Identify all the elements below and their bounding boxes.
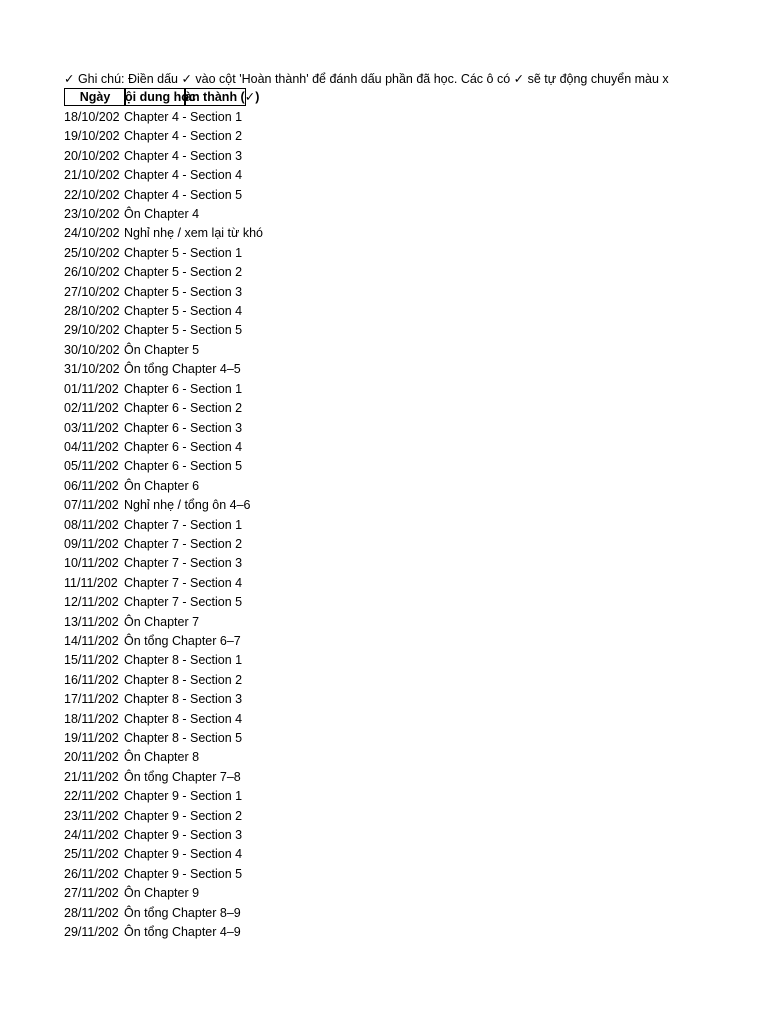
- cell-date[interactable]: 22/10/202: [64, 187, 120, 202]
- cell-date[interactable]: 12/11/202: [64, 595, 119, 610]
- table-row: [64, 108, 754, 127]
- cell-date[interactable]: 08/11/202: [64, 517, 119, 532]
- table-row: [64, 904, 754, 923]
- cell-content[interactable]: Chapter 9 - Section 1: [124, 789, 243, 804]
- cell-date[interactable]: 20/11/202: [64, 750, 119, 765]
- table-row: [64, 768, 754, 787]
- cell-content[interactable]: Chapter 7 - Section 4: [124, 575, 243, 590]
- cell-date[interactable]: 28/10/202: [64, 304, 120, 319]
- cell-date[interactable]: 25/11/202: [64, 847, 119, 862]
- cell-content[interactable]: Nghỉ nhẹ / xem lại từ khó: [124, 226, 263, 241]
- cell-date[interactable]: 22/11/202: [64, 789, 119, 804]
- cell-date[interactable]: 07/11/202: [64, 498, 119, 513]
- table-row: [64, 205, 754, 224]
- table-row: [64, 147, 754, 166]
- cell-date[interactable]: 19/10/202: [64, 129, 120, 144]
- cell-date[interactable]: 16/11/202: [64, 672, 119, 687]
- cell-date[interactable]: 14/11/202: [64, 633, 119, 648]
- cell-date[interactable]: 29/11/202: [64, 925, 119, 940]
- cell-content[interactable]: Chapter 9 - Section 4: [124, 847, 243, 862]
- cell-date[interactable]: 23/10/202: [64, 207, 120, 222]
- table-row: [64, 457, 754, 476]
- cell-content[interactable]: Chapter 6 - Section 1: [124, 381, 243, 396]
- cell-content[interactable]: Ôn tổng Chapter 7–8: [124, 769, 241, 784]
- table-header: [64, 88, 264, 107]
- table-row: [64, 807, 754, 826]
- cell-content[interactable]: Chapter 8 - Section 1: [124, 653, 243, 668]
- header-done: àn thành (✓): [185, 90, 260, 104]
- cell-date[interactable]: 29/10/202: [64, 323, 120, 338]
- cell-date[interactable]: 10/11/202: [64, 556, 119, 571]
- table-row: [64, 710, 754, 729]
- table-row: [64, 283, 754, 302]
- cell-content[interactable]: Chapter 7 - Section 2: [124, 536, 243, 551]
- cell-content[interactable]: Chapter 8 - Section 3: [124, 692, 243, 707]
- table-row: [64, 341, 754, 360]
- cell-date[interactable]: 04/11/202: [64, 439, 119, 454]
- cell-content[interactable]: Chapter 6 - Section 3: [124, 420, 243, 435]
- table-row: [64, 613, 754, 632]
- cell-content[interactable]: Chapter 5 - Section 5: [124, 323, 243, 338]
- cell-date[interactable]: 24/11/202: [64, 828, 119, 843]
- cell-content[interactable]: Nghỉ nhẹ / tổng ôn 4–6: [124, 498, 251, 513]
- table-row: [64, 166, 754, 185]
- cell-date[interactable]: 30/10/202: [64, 342, 120, 357]
- cell-content[interactable]: Chapter 6 - Section 4: [124, 439, 243, 454]
- table-row: [64, 671, 754, 690]
- table-row: [64, 496, 754, 515]
- cell-content[interactable]: Ôn Chapter 8: [124, 750, 200, 765]
- cell-date[interactable]: 11/11/202: [64, 575, 118, 590]
- cell-content[interactable]: Chapter 8 - Section 4: [124, 711, 243, 726]
- table-row: [64, 632, 754, 651]
- cell-content[interactable]: Chapter 9 - Section 5: [124, 866, 243, 881]
- cell-content[interactable]: Chapter 7 - Section 5: [124, 595, 243, 610]
- cell-content[interactable]: Ôn tổng Chapter 6–7: [124, 633, 241, 648]
- table-row: [64, 554, 754, 573]
- table-row: [64, 516, 754, 535]
- cell-date[interactable]: 17/11/202: [64, 692, 119, 707]
- cell-date[interactable]: 31/10/202: [64, 362, 120, 377]
- header-content: ội dung học: [125, 90, 196, 104]
- table-row: [64, 574, 754, 593]
- table-row: [64, 244, 754, 263]
- table-row: [64, 224, 754, 243]
- cell-content[interactable]: Ôn Chapter 4: [124, 207, 200, 222]
- cell-date[interactable]: 21/11/202: [64, 769, 119, 784]
- cell-content[interactable]: Chapter 7 - Section 3: [124, 556, 243, 571]
- table-row: [64, 826, 754, 845]
- table-row: [64, 127, 754, 146]
- cell-date[interactable]: 27/10/202: [64, 284, 120, 299]
- cell-content[interactable]: Ôn Chapter 6: [124, 478, 200, 493]
- header-date: Ngày: [64, 88, 126, 106]
- cell-content[interactable]: Ôn Chapter 7: [124, 614, 200, 629]
- note-text: ✓ Ghi chú: Điền dấu ✓ vào cột 'Hoàn thành' để đánh dấu phần đã học. Các ô có ✓ sẽ tự động chuyển màu x: [64, 72, 669, 86]
- cell-date[interactable]: 09/11/202: [64, 536, 119, 551]
- cell-content[interactable]: Chapter 8 - Section 5: [124, 731, 243, 745]
- cell-date[interactable]: 01/11/202: [64, 381, 119, 396]
- schedule-table: [64, 108, 754, 942]
- cell-date[interactable]: 02/11/202: [64, 401, 119, 416]
- cell-content[interactable]: Chapter 8 - Section 2: [124, 672, 243, 687]
- cell-date[interactable]: 18/11/202: [64, 711, 119, 726]
- table-row: [64, 399, 754, 418]
- cell-date[interactable]: 23/11/202: [64, 808, 119, 823]
- table-row: [64, 748, 754, 767]
- cell-content[interactable]: Chapter 4 - Section 5: [124, 187, 243, 202]
- cell-content[interactable]: Chapter 5 - Section 1: [124, 245, 243, 260]
- cell-date[interactable]: 26/11/202: [64, 866, 119, 881]
- cell-content[interactable]: Chapter 6 - Section 2: [124, 401, 243, 416]
- table-row: [64, 884, 754, 903]
- cell-content[interactable]: Chapter 7 - Section 1: [124, 517, 243, 532]
- table-row: [64, 380, 754, 399]
- table-row: [64, 651, 754, 670]
- table-row: [64, 923, 754, 942]
- table-row: [64, 477, 754, 496]
- cell-date[interactable]: 25/10/202: [64, 245, 120, 260]
- cell-date[interactable]: 06/11/202: [64, 478, 119, 493]
- cell-date[interactable]: 03/11/202: [64, 420, 119, 435]
- cell-content[interactable]: Chapter 4 - Section 2: [124, 129, 243, 144]
- cell-date[interactable]: 15/11/202: [64, 653, 119, 668]
- cell-date[interactable]: 26/10/202: [64, 265, 120, 280]
- cell-date[interactable]: 13/11/202: [64, 614, 119, 629]
- table-row: [64, 263, 754, 282]
- cell-content[interactable]: Chapter 5 - Section 2: [124, 265, 243, 280]
- table-row: [64, 302, 754, 321]
- cell-content[interactable]: Chapter 6 - Section 5: [124, 459, 243, 474]
- table-row: [64, 729, 754, 748]
- cell-date[interactable]: 05/11/202: [64, 459, 119, 474]
- cell-content[interactable]: Chapter 9 - Section 3: [124, 828, 243, 843]
- table-row: [64, 321, 754, 340]
- table-row: [64, 360, 754, 379]
- cell-date[interactable]: 18/10/202: [64, 110, 120, 124]
- table-row: [64, 535, 754, 554]
- table-row: [64, 593, 754, 612]
- cell-content[interactable]: Ôn tổng Chapter 4–9: [124, 925, 241, 940]
- cell-content[interactable]: Chapter 9 - Section 2: [124, 808, 243, 823]
- cell-date[interactable]: 27/11/202: [64, 886, 119, 901]
- table-row: [64, 845, 754, 864]
- table-row: [64, 186, 754, 205]
- cell-date[interactable]: 24/10/202: [64, 226, 120, 241]
- cell-content[interactable]: Ôn Chapter 9: [124, 886, 200, 901]
- cell-content[interactable]: Chapter 4 - Section 1: [124, 110, 243, 124]
- table-row: [64, 690, 754, 709]
- cell-date[interactable]: 19/11/202: [64, 731, 119, 745]
- table-row: [64, 438, 754, 457]
- table-row: [64, 419, 754, 438]
- table-row: [64, 787, 754, 806]
- cell-date[interactable]: 21/10/202: [64, 168, 120, 183]
- cell-content[interactable]: Ôn tổng Chapter 4–5: [124, 362, 241, 377]
- cell-content[interactable]: Ôn tổng Chapter 8–9: [124, 905, 241, 920]
- cell-content[interactable]: Chapter 4 - Section 4: [124, 168, 243, 183]
- cell-date[interactable]: 28/11/202: [64, 905, 119, 920]
- table-row: [64, 865, 754, 884]
- cell-content[interactable]: Ôn Chapter 5: [124, 342, 200, 357]
- cell-content[interactable]: Chapter 5 - Section 4: [124, 304, 243, 319]
- cell-date[interactable]: 20/10/202: [64, 148, 120, 163]
- cell-content[interactable]: Chapter 5 - Section 3: [124, 284, 243, 299]
- cell-content[interactable]: Chapter 4 - Section 3: [124, 148, 243, 163]
